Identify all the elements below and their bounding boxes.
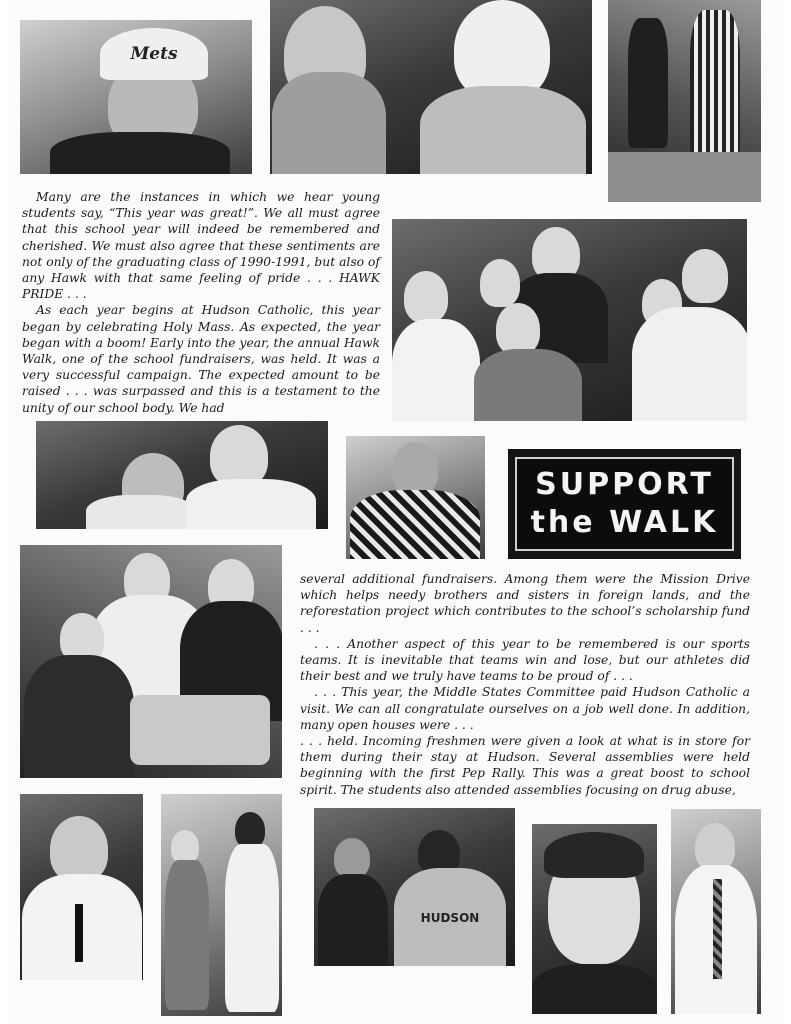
photo-two-adults xyxy=(270,0,592,174)
photo-student-with-glasses xyxy=(20,794,143,980)
banner-line-1: SUPPORT xyxy=(535,467,714,502)
photo-students-with-priest xyxy=(392,219,747,421)
photo-referee-on-field xyxy=(608,0,761,202)
paragraph: several additional fundraisers. Among them were the Mission Drive which helps needy brothers and sisters in foreign lands, and the reforestation project which contributes to the school’s scholarship fund . . . xyxy=(300,572,750,635)
baseball-cap xyxy=(100,28,208,80)
photo-students-hallway xyxy=(161,794,282,1016)
banner-line-2: the WALK xyxy=(530,505,719,540)
cap-logo: Mets xyxy=(130,44,178,64)
photo-students-in-class xyxy=(314,808,515,966)
yearbook-page xyxy=(8,0,783,1024)
paragraph: Many are the instances in which we hear young students say, “This year was great!”. We all must agree that this school year will indeed be remembered and cherished. We must also agree that these sentiments are not only of the graduating class of 1990-1991, but also of any Hawk with that same feeling of pride . . . HAWK PRIDE . . . xyxy=(22,190,380,302)
photo-student-patterned-jacket xyxy=(346,436,485,559)
photo-support-the-walk-banner xyxy=(508,449,741,559)
paragraph: . . . held. Incoming freshmen were given a look at what is in store for them during their stay at Hudson. Several assemblies were held beginning with the first Pep Rally. This was a great boost to school spirit. The students also attended assemblies focusing on drug abuse, xyxy=(300,734,750,797)
paragraph: As each year begins at Hudson Catholic, this year began by celebrating Holy Mass. As expected, the year began with a boom! Early into the year, the annual Hawk Walk, one of the school fundraisers, was held. It was a very successful campaign. The expected amount to be raised . . . was surpassed and this is a testament to the unity of our school body. We had xyxy=(22,303,380,415)
paragraph: . . . Another aspect of this year to be remembered is our sports teams. It is inevitable that teams win and lose, but our athletes did their best and we truly have teams to be proud of . . . xyxy=(300,636,750,684)
article-text-bottom xyxy=(300,571,750,798)
paragraph: . . . This year, the Middle States Committee paid Hudson Catholic a visit. We can all congratulate ourselves on a job well done. In addition, many open houses were . . . xyxy=(300,685,750,732)
photo-three-men-on-couch xyxy=(20,545,282,778)
photo-students-microscope xyxy=(36,421,328,529)
sweatshirt-text: HUDSON xyxy=(420,911,480,925)
article-text-top xyxy=(22,189,380,416)
photo-teacher-with-tie xyxy=(671,809,761,1014)
photo-student-in-cap xyxy=(20,20,252,174)
photo-student-portrait xyxy=(532,824,657,1014)
